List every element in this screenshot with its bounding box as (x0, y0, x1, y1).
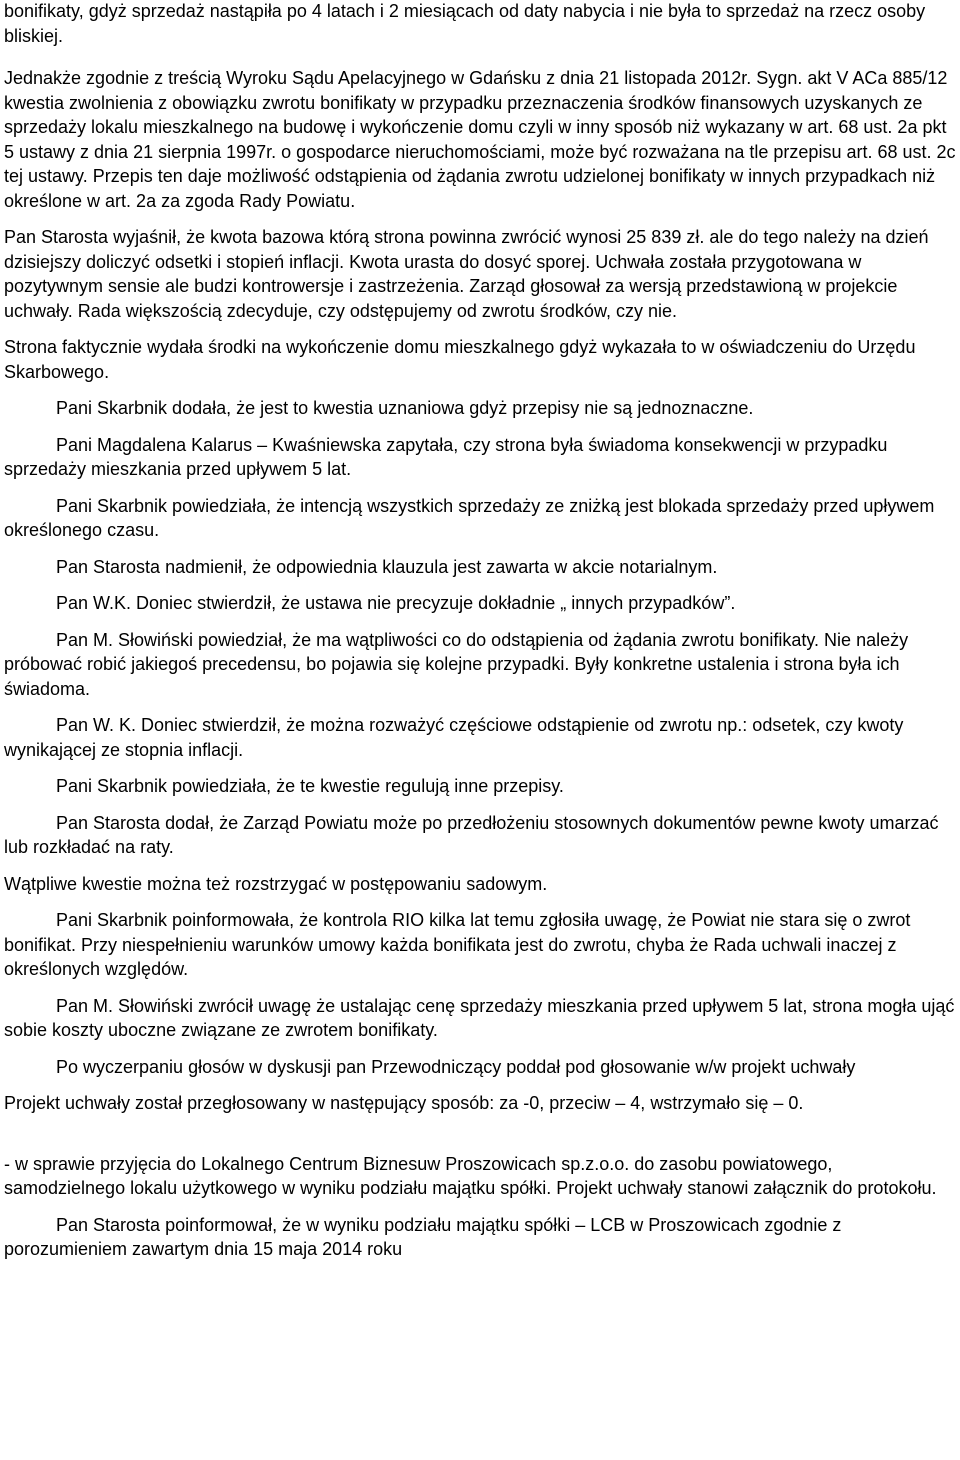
paragraph-starosta-lcb: Pan Starosta poinformował, że w wyniku podziału majątku spółki – LCB w Proszowicach zgodnie z porozumieniem zawartym dnia 15 maja 2014 roku (4, 1214, 842, 1259)
paragraph-skarbnik-przepisy: Pani Skarbnik powiedziała, że te kwestie regulują inne przepisy. (56, 776, 564, 796)
paragraph-starosta-explanation: Pan Starosta wyjaśnił, że kwota bazowa którą strona powinna zwrócić wynosi 25 839 zł. ale do tego należy na dzień dzisiejszy doliczyć odsetki i stopień inflacji. Kwota urasta do dosyć sporej. Uchwała została przygotowana w pozytywnym sensie ale budzi kontrowersje i zastrzeżenia. Zarząd głosował za wersją przedstawioną w projekcie uchwały. Rada większością zdecyduje, czy odstępujemy od zwrotu środków, czy nie. (4, 227, 929, 321)
paragraph-skarbnik-rio: Pani Skarbnik poinformowała, że kontrola RIO kilka lat temu zgłosiła uwagę, że Powiat nie stara się o zwrot bonifikat. Przy niespełnieniu warunków umowy każda bonifikata jest do zwrotu, chyba że Rada uchwali inaczej z określonych względów. (4, 910, 911, 979)
paragraph-slowinski-watpliwosci: Pan M. Słowiński powiedział, że ma wątpliwości co do odstąpienia od żądania zwrotu bonifikaty. Nie należy próbować robić jakiegoś precedensu, bo pojawia się kolejne przypadki. Były konkretne ustalenia i strona była ich świadoma. (4, 629, 909, 699)
paragraph-doniec-czesciowe: Pan W. K. Doniec stwierdził, że można rozważyć częściowe odstąpienie od zwrotu np.: odsetek, czy kwoty wynikającej ze stopnia inflacji. (4, 715, 904, 760)
paragraph-vote-result: Projekt uchwały został przegłosowany w następujący sposób: za -0, przeciw – 4, wstrzymało się – 0. (4, 1093, 804, 1113)
paragraph-skarbnik-dodala: Pani Skarbnik dodała, że jest to kwestia uznaniowa gdyż przepisy nie są jednoznaczne. (56, 398, 754, 418)
paragraph-starosta-klauzula: Pan Starosta nadmienił, że odpowiednia klauzula jest zawarta w akcie notarialnym. (56, 556, 718, 577)
document-page (4, 0, 956, 1262)
paragraph-watpliwe-kwestie: Wątpliwe kwestie można też rozstrzygać w postępowaniu sadowym. (4, 873, 548, 894)
paragraph-przewodniczacy-glosowanie: Po wyczerpaniu głosów w dyskusji pan Przewodniczący poddał pod głosowanie w/w projekt uchwały (56, 1056, 856, 1077)
paragraph-court-ruling: Jednakże zgodnie z treścią Wyroku Sądu Apelacyjnego w Gdańsku z dnia 21 listopada 2012r. Sygn. akt V ACa 885/12 kwestia zwolnienia z obowiązku zwrotu bonifikaty w przypadku przeznaczenia środków finansowych uzyskanych ze sprzedaży lokalu mieszkalnego na budowę i wykończenie domu czyli w inny sposób niż wykazany w art. 68 ust. 2a pkt 5 ustawy z dnia 21 sierpnia 1997r. o gospodarce nieruchomościami, może być rozważana na tle przepisu art. 68 ust. 2c tej ustawy. Przepis ten daje możliwość odstąpienia od żądania zwrotu udzielonej bonifikaty w innych przypadkach niż określone w art. 2a za zgoda Rady Powiatu. (4, 68, 956, 211)
paragraph-kalarus-question: Pani Magdalena Kalarus – Kwaśniewska zapytała, czy strona była świadoma konsekwencji w przypadku sprzedaży mieszkania przed upływem 5 lat. (4, 434, 888, 479)
paragraph-strona-faktycznie: Strona faktycznie wydała środki na wykończenie domu mieszkalnego gdyż wykazała to w oświadczeniu do Urzędu Skarbowego. (4, 337, 916, 382)
paragraph-starosta-raty: Pan Starosta dodał, że Zarząd Powiatu może po przedłożeniu stosownych dokumentów pewne kwoty umarzać lub rozkładać na raty. (4, 812, 939, 857)
paragraph-lcb-item: - w sprawie przyjęcia do Lokalnego Centrum Biznesuw Proszowicach sp.z.o.o. do zasobu powiatowego, samodzielnego lokalu użytkowego w wyniku podziału majątku spółki. Projekt uchwały stanowi załącznik do protokołu. (4, 1153, 937, 1198)
paragraph-skarbnik-intencja: Pani Skarbnik powiedziała, że intencją wszystkich sprzedaży ze zniżką jest blokada sprzedaży przed upływem określonego czasu. (4, 495, 935, 540)
paragraph-doniec-ustawa: Pan W.K. Doniec stwierdził, że ustawa nie precyzuje dokładnie „ innych przypadków”. (56, 593, 736, 613)
paragraph-bonifikaty-intro: bonifikaty, gdyż sprzedaż nastąpiła po 4 latach i 2 miesiącach od daty nabycia i nie była to sprzedaż na rzecz osoby bliskiej. (4, 1, 926, 46)
paragraph-slowinski-koszty: Pan M. Słowiński zwrócił uwagę że ustalając cenę sprzedaży mieszkania przed upływem 5 lat, strona mogła ująć sobie koszty uboczne związane ze zwrotem bonifikaty. (4, 995, 955, 1040)
